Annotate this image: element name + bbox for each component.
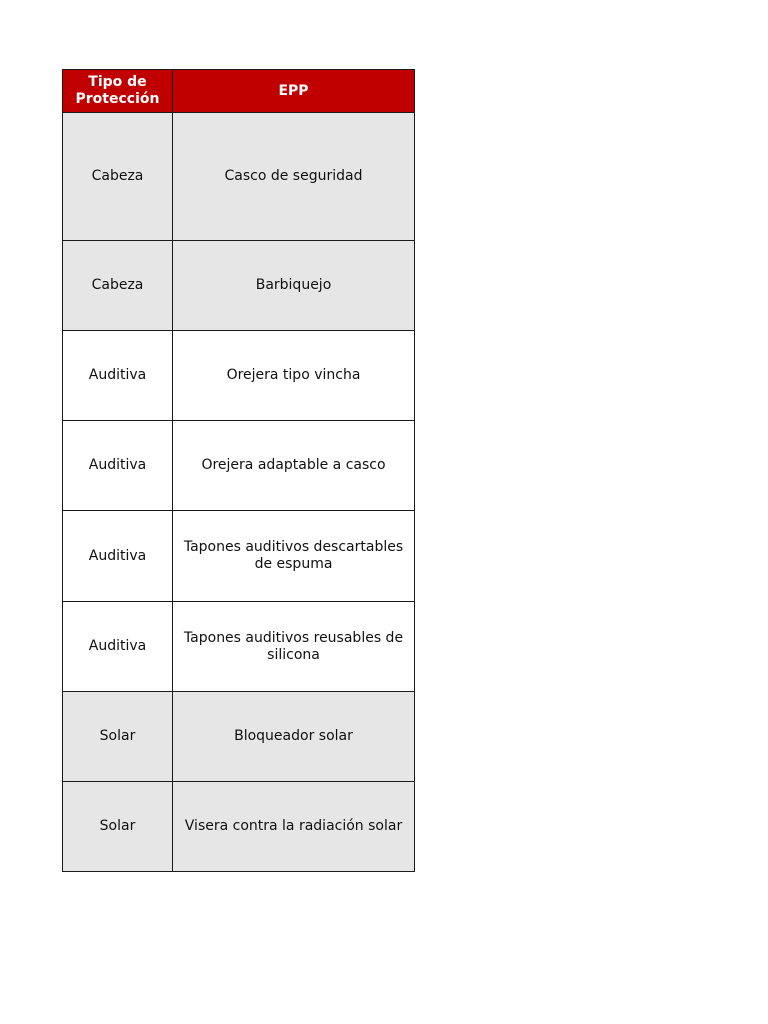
table-row <box>63 692 415 782</box>
cell-tipo: Auditiva <box>63 511 173 602</box>
epp-table <box>62 69 415 872</box>
table-row <box>63 782 415 872</box>
header-epp: EPP <box>173 70 415 113</box>
table-row <box>63 602 415 692</box>
table-header-row <box>63 70 415 113</box>
cell-tipo: Auditiva <box>63 421 173 511</box>
cell-epp: Casco de seguridad <box>173 113 415 241</box>
table-row <box>63 331 415 421</box>
cell-tipo: Solar <box>63 782 173 872</box>
cell-epp: Orejera tipo vincha <box>173 331 415 421</box>
table-row <box>63 421 415 511</box>
table-row <box>63 241 415 331</box>
cell-tipo: Auditiva <box>63 602 173 692</box>
table-row <box>63 511 415 602</box>
cell-epp: Orejera adaptable a casco <box>173 421 415 511</box>
cell-epp: Barbiquejo <box>173 241 415 331</box>
cell-tipo: Cabeza <box>63 113 173 241</box>
cell-tipo: Auditiva <box>63 331 173 421</box>
cell-epp: Visera contra la radiación solar <box>173 782 415 872</box>
header-tipo-proteccion: Tipo de Protección <box>63 70 173 113</box>
cell-epp: Tapones auditivos descartables de espuma <box>173 511 415 602</box>
cell-tipo: Cabeza <box>63 241 173 331</box>
cell-epp: Bloqueador solar <box>173 692 415 782</box>
cell-epp: Tapones auditivos reusables de silicona <box>173 602 415 692</box>
table-row <box>63 113 415 241</box>
cell-tipo: Solar <box>63 692 173 782</box>
